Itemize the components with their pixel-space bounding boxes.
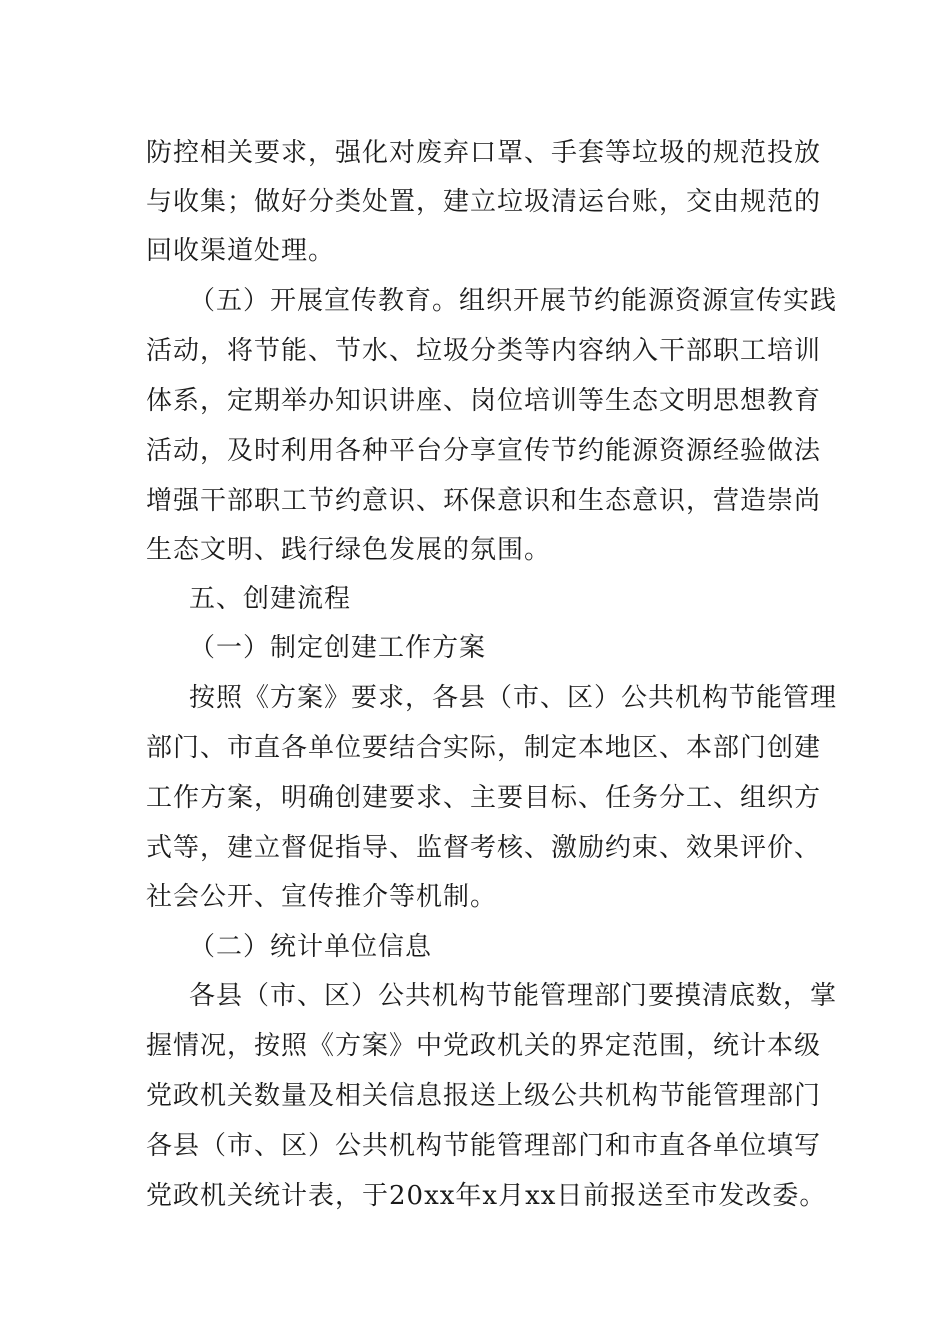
text-line-21: 各县（市、区）公共机构节能管理部门和市直各单位填写 [146,1131,822,1161]
text-line-1: 防控相关要求，强化对废弃口罩、手套等垃圾的规范投放 [146,138,822,168]
text-line-19: 握情况，按照《方案》中党政机关的界定范围，统计本级 [146,1031,822,1061]
text-line-8: 增强干部职工节约意识、环保意识和生态意识，营造崇尚 [146,486,822,516]
section-heading-5: 五、创建流程 [189,584,352,614]
subsection-heading-1: （一）制定创建工作方案 [189,633,487,663]
text-line-9: 生态文明、践行绿色发展的氛围。 [146,535,552,565]
text-line-6: 体系，定期举办知识讲座、岗位培训等生态文明思想教育 [146,386,822,416]
text-line-15: 式等，建立督促指导、监督考核、激励约束、效果评价、 [146,833,822,863]
text-line-7: 活动，及时利用各种平台分享宣传节约能源资源经验做法 [146,436,822,466]
text-line-18: 各县（市、区）公共机构节能管理部门要摸清底数，掌 [189,981,838,1011]
text-line-5: 活动，将节能、节水、垃圾分类等内容纳入干部职工培训 [146,336,822,366]
text-line-2: 与收集；做好分类处置，建立垃圾清运台账，交由规范的 [146,187,822,217]
text-line-3: 回收渠道处理。 [146,236,336,266]
text-line-14: 工作方案，明确创建要求、主要目标、任务分工、组织方 [146,783,822,813]
text-line-22: 党政机关统计表，于20xx年x月xx日前报送至市发改委。 [146,1181,827,1211]
subsection-heading-2: （二）统计单位信息 [189,932,433,962]
text-line-20: 党政机关数量及相关信息报送上级公共机构节能管理部门 [146,1081,822,1111]
text-line-16: 社会公开、宣传推介等机制。 [146,882,498,912]
text-line-4: （五）开展宣传教育。组织开展节约能源资源宣传实践 [189,286,838,316]
text-line-12: 按照《方案》要求，各县（市、区）公共机构节能管理 [189,683,838,713]
text-line-13: 部门、市直各单位要结合实际，制定本地区、本部门创建 [146,733,822,763]
